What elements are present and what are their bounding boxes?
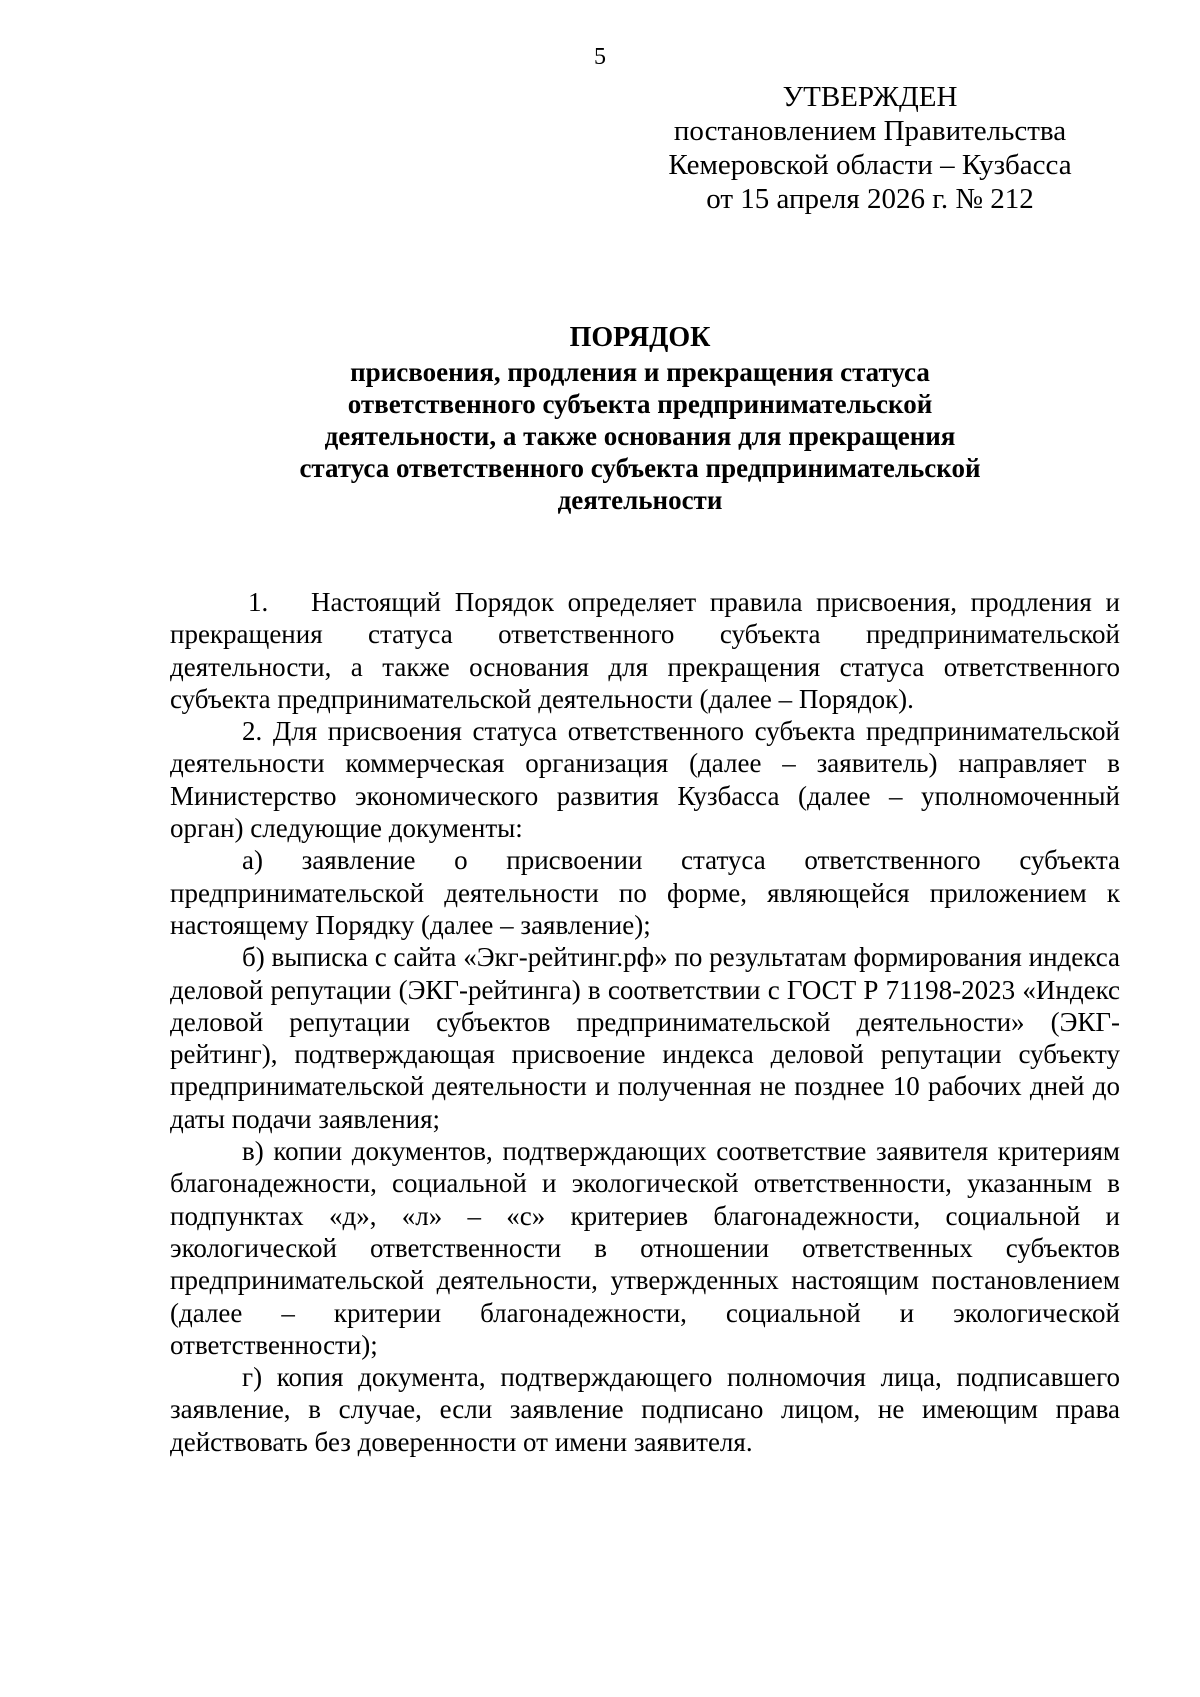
approval-line-region: Кемеровской области – Кузбасса bbox=[668, 149, 1072, 181]
title-line: деятельности, а также основания для прекращения bbox=[324, 421, 956, 451]
title-line: ответственного субъекта предпринимательской bbox=[347, 389, 933, 419]
approval-line-date: от 15 апреля 2026 г. № 212 bbox=[706, 183, 1034, 215]
paragraph-1-text: Настоящий Порядок определяет правила присвоения, продления и прекращения статуса ответственного субъекта предпринимательской деятельности, а также основания для прекращения статуса ответственного субъекта предпринимательской деятельности (далее – Порядок). bbox=[170, 587, 1120, 714]
title-line: присвоения, продления и прекращения статуса bbox=[350, 357, 930, 387]
paragraph-1 bbox=[170, 586, 1120, 715]
title-line: деятельности bbox=[557, 485, 723, 515]
subparagraph-g: г) копия документа, подтверждающего полномочия лица, подписавшего заявление, в случае, если заявление подписано лицом, не имеющим права действовать без доверенности от имени заявителя. bbox=[170, 1362, 1120, 1457]
approval-line-resolution: постановлением Правительства bbox=[673, 115, 1067, 147]
approval-stamp bbox=[660, 80, 1080, 216]
subparagraph-a: а) заявление о присвоении статуса ответственного субъекта предпринимательской деятельности по форме, являющейся приложением к настоящему Порядку (далее – заявление); bbox=[170, 845, 1120, 940]
approval-line-approved: УТВЕРЖДЕН bbox=[782, 81, 958, 113]
title-line: статуса ответственного субъекта предпринимательской bbox=[299, 453, 981, 483]
page-number: 5 bbox=[594, 44, 606, 70]
subparagraph-b: б) выписка с сайта «Экг-рейтинг.рф» по результатам формирования индекса деловой репутации (ЭКГ-рейтинга) в соответствии с ГОСТ Р 71198-2023 «Индекс деловой репутации субъектов предпринимательской деятельности» (ЭКГ-рейтинг), подтверждающая присвоение индекса деловой репутации субъекту предпринимательской деятельности и полученная не позднее 10 рабочих дней до даты подачи заявления; bbox=[170, 942, 1120, 1134]
paragraph-2: 2. Для присвоения статуса ответственного субъекта предпринимательской деятельности коммерческая организация (далее – заявитель) направляет в Министерство экономического развития Кузбасса (далее – уполномоченный орган) следующие документы: bbox=[170, 716, 1120, 844]
document-body bbox=[170, 586, 1120, 1458]
subparagraph-v: в) копии документов, подтверждающих соответствие заявителя критериям благонадежности, социальной и экологической ответственности, указанным в подпунктах «д», «л» – «с» критериев благонадежности, социальной и экологической ответственности в отношении ответственных субъектов предпринимательской деятельности, утвержденных настоящим постановлением (далее – критерии благонадежности, социальной и экологической ответственности); bbox=[170, 1136, 1120, 1360]
title-heading: ПОРЯДОК bbox=[569, 322, 711, 353]
document-title bbox=[160, 322, 1120, 516]
paragraph-1-number: 1. bbox=[248, 587, 269, 617]
